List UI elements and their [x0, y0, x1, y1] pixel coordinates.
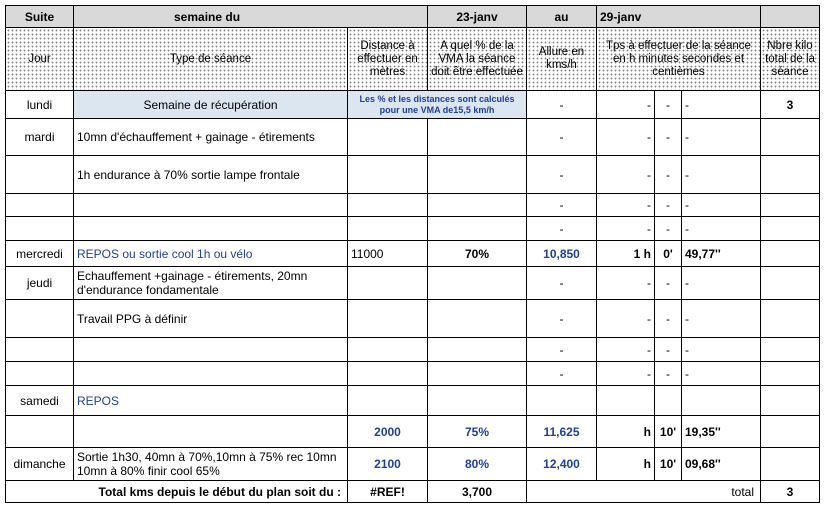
- header-row: [6, 6, 820, 28]
- session-type: Sortie 1h30, 40mn à 70%,10mn à 75% rec 10mn 10mn à 80% finir cool 65%: [74, 448, 348, 481]
- allure-cell: -: [527, 217, 597, 241]
- vma-note: Les % et les distances sont calculés pour une VMA de15,5 km/h: [348, 91, 527, 119]
- day-cell: [6, 156, 74, 194]
- hours-cell: -: [597, 156, 655, 194]
- distance-cell: 2000: [348, 416, 428, 448]
- allure-cell: -: [527, 267, 597, 300]
- minutes-cell: -: [655, 300, 682, 338]
- hours-cell: h: [597, 448, 655, 481]
- total-km-cell: [761, 362, 820, 386]
- ref-error-cell: #REF!: [348, 481, 428, 503]
- allure-cell: 12,400: [527, 448, 597, 481]
- table-row: [6, 338, 820, 362]
- allure-cell: -: [527, 300, 597, 338]
- distance-cell: 11000: [348, 241, 428, 267]
- total-km-cell: [761, 386, 820, 416]
- table-row: [6, 300, 820, 338]
- session-type: REPOS: [74, 386, 348, 416]
- distance-cell: [348, 300, 428, 338]
- day-cell: mardi: [6, 119, 74, 156]
- distance-cell: [348, 362, 428, 386]
- total-km-cell: [761, 448, 820, 481]
- seconds-cell: [682, 386, 761, 416]
- date-start: 23-janv: [428, 6, 527, 28]
- hours-cell: -: [597, 300, 655, 338]
- total-km-cell: [761, 416, 820, 448]
- table-row: [6, 362, 820, 386]
- session-type: Semaine de récupération: [74, 91, 348, 119]
- allure-cell: -: [527, 194, 597, 217]
- table-row: [6, 448, 820, 481]
- distance-cell: [348, 217, 428, 241]
- hours-cell: -: [597, 362, 655, 386]
- day-cell: [6, 217, 74, 241]
- header-empty-cell: [761, 6, 820, 28]
- total-kms-value: 3,700: [428, 481, 527, 503]
- day-cell: [6, 300, 74, 338]
- vma-cell: [428, 119, 527, 156]
- session-type: [74, 362, 348, 386]
- minutes-cell: [655, 386, 682, 416]
- hours-cell: -: [597, 217, 655, 241]
- total-km-cell: [761, 119, 820, 156]
- col-distance: Distance à effectuer en mètres: [348, 28, 428, 91]
- date-end: 29-janv: [597, 6, 761, 28]
- col-tps: Tps à effectuer de la séance en h minutes secondes et centièmes: [597, 28, 761, 91]
- vma-cell: 75%: [428, 416, 527, 448]
- day-cell: samedi: [6, 386, 74, 416]
- vma-cell: [428, 300, 527, 338]
- hours-cell: -: [597, 91, 655, 119]
- vma-cell: [428, 386, 527, 416]
- vma-cell: 80%: [428, 448, 527, 481]
- column-header-row: [6, 28, 820, 91]
- hours-cell: -: [597, 338, 655, 362]
- seconds-cell: -: [682, 300, 761, 338]
- day-cell: lundi: [6, 91, 74, 119]
- seconds-cell: 19,35'': [682, 416, 761, 448]
- distance-cell: 2100: [348, 448, 428, 481]
- semaine-du-label: semaine du: [74, 6, 428, 28]
- minutes-cell: 0': [655, 241, 682, 267]
- col-nbre: Nbre kilo total de la séance: [761, 28, 820, 91]
- table-row: [6, 416, 820, 448]
- day-cell: dimanche: [6, 448, 74, 481]
- distance-cell: [348, 338, 428, 362]
- distance-cell: [348, 119, 428, 156]
- seconds-cell: -: [682, 194, 761, 217]
- allure-cell: [527, 386, 597, 416]
- total-km-cell: [761, 194, 820, 217]
- minutes-cell: 10': [655, 416, 682, 448]
- vma-cell: [428, 267, 527, 300]
- seconds-cell: -: [682, 119, 761, 156]
- distance-cell: [348, 386, 428, 416]
- table-row: [6, 91, 820, 119]
- day-cell: [6, 416, 74, 448]
- seconds-cell: -: [682, 338, 761, 362]
- allure-cell: -: [527, 156, 597, 194]
- total-km-cell: 3: [761, 91, 820, 119]
- session-type: [74, 416, 348, 448]
- col-jour: Jour: [6, 28, 74, 91]
- total-km-cell: [761, 156, 820, 194]
- total-label: total: [527, 481, 761, 503]
- minutes-cell: -: [655, 91, 682, 119]
- distance-cell: [348, 267, 428, 300]
- table-row: [6, 217, 820, 241]
- hours-cell: h: [597, 416, 655, 448]
- allure-cell: -: [527, 362, 597, 386]
- session-type: 1h endurance à 70% sortie lampe frontale: [74, 156, 348, 194]
- day-cell: mercredi: [6, 241, 74, 267]
- hours-cell: [597, 386, 655, 416]
- total-value: 3: [761, 481, 820, 503]
- seconds-cell: -: [682, 156, 761, 194]
- minutes-cell: -: [655, 338, 682, 362]
- total-km-cell: [761, 267, 820, 300]
- seconds-cell: -: [682, 91, 761, 119]
- seconds-cell: -: [682, 362, 761, 386]
- hours-cell: -: [597, 267, 655, 300]
- total-km-cell: [761, 338, 820, 362]
- allure-cell: -: [527, 119, 597, 156]
- allure-cell: 10,850: [527, 241, 597, 267]
- training-plan-table: [5, 5, 820, 503]
- total-km-cell: [761, 241, 820, 267]
- au-label: au: [527, 6, 597, 28]
- vma-cell: [428, 362, 527, 386]
- minutes-cell: -: [655, 217, 682, 241]
- vma-cell: [428, 194, 527, 217]
- vma-cell: [428, 338, 527, 362]
- session-type: [74, 338, 348, 362]
- table-row: [6, 267, 820, 300]
- vma-cell: [428, 156, 527, 194]
- allure-cell: -: [527, 91, 597, 119]
- hours-cell: 1 h: [597, 241, 655, 267]
- seconds-cell: 09,68'': [682, 448, 761, 481]
- total-km-cell: [761, 217, 820, 241]
- suite-label: Suite: [6, 6, 74, 28]
- minutes-cell: -: [655, 362, 682, 386]
- hours-cell: -: [597, 194, 655, 217]
- distance-cell: [348, 156, 428, 194]
- day-cell: [6, 362, 74, 386]
- table-row: [6, 119, 820, 156]
- session-type: Travail PPG à définir: [74, 300, 348, 338]
- seconds-cell: 49,77'': [682, 241, 761, 267]
- seconds-cell: -: [682, 217, 761, 241]
- minutes-cell: -: [655, 156, 682, 194]
- col-vma: A quel % de la VMA la séance doit être effectuée: [428, 28, 527, 91]
- day-cell: [6, 338, 74, 362]
- table-row: [6, 241, 820, 267]
- total-km-cell: [761, 300, 820, 338]
- vma-cell: [428, 217, 527, 241]
- col-type: Type de séance: [74, 28, 348, 91]
- table-row: [6, 156, 820, 194]
- minutes-cell: -: [655, 119, 682, 156]
- day-cell: [6, 194, 74, 217]
- session-type: Echauffement +gainage - étirements, 20mn d'endurance fondamentale: [74, 267, 348, 300]
- session-type: [74, 217, 348, 241]
- session-type: [74, 194, 348, 217]
- seconds-cell: -: [682, 267, 761, 300]
- minutes-cell: 10': [655, 448, 682, 481]
- day-cell: jeudi: [6, 267, 74, 300]
- table-row: [6, 194, 820, 217]
- footer-row: [6, 481, 820, 503]
- vma-cell: 70%: [428, 241, 527, 267]
- table-row: [6, 386, 820, 416]
- session-type: 10mn d'échauffement + gainage - étirements: [74, 119, 348, 156]
- col-allure: Allure en kms/h: [527, 28, 597, 91]
- hours-cell: -: [597, 119, 655, 156]
- total-plan-label: Total kms depuis le début du plan soit du :: [6, 481, 348, 503]
- distance-cell: [348, 194, 428, 217]
- allure-cell: -: [527, 338, 597, 362]
- allure-cell: 11,625: [527, 416, 597, 448]
- minutes-cell: -: [655, 194, 682, 217]
- session-type: REPOS ou sortie cool 1h ou vélo: [74, 241, 348, 267]
- minutes-cell: -: [655, 267, 682, 300]
